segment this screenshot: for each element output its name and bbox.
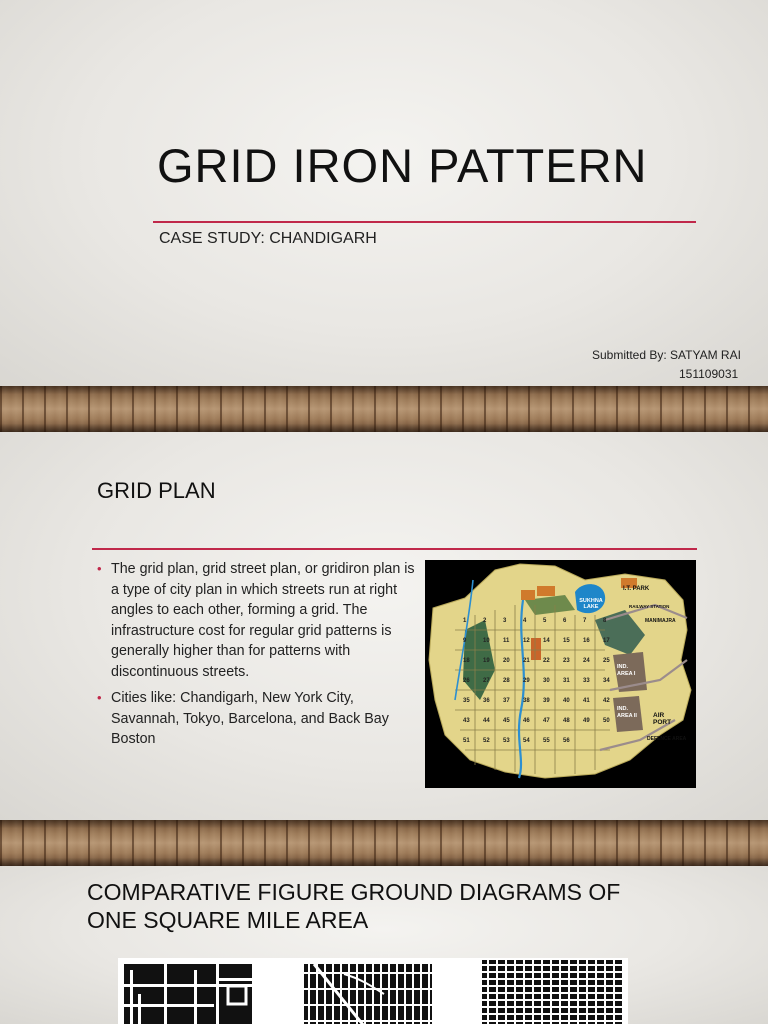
map-label-railway: RAILWAY STATION xyxy=(629,604,670,609)
map-sector-number: 10 xyxy=(483,638,490,644)
roll-number: 151109031 xyxy=(679,367,739,381)
map-sector-number: 37 xyxy=(503,698,510,704)
map-sector-number: 53 xyxy=(503,738,510,744)
map-sector-number: 22 xyxy=(543,658,550,664)
street-line xyxy=(304,988,432,990)
map-label-airport: AIR PORT xyxy=(653,712,672,726)
street-line xyxy=(482,1020,622,1022)
map-sector-labels xyxy=(425,560,696,788)
map-label-defence: DEFENCE AREA xyxy=(647,736,687,742)
map-sector-number: 46 xyxy=(523,718,530,724)
map-sector-number: 39 xyxy=(543,698,550,704)
map-sector-number: 54 xyxy=(523,738,530,744)
map-sector-number: 45 xyxy=(503,718,510,724)
map-sector-number: 35 xyxy=(463,698,470,704)
map-sector-number: 5 xyxy=(543,618,547,624)
map-sector-number: 40 xyxy=(563,698,570,704)
grid-plan-bullets xyxy=(97,559,415,756)
slide-title-text: GRID IRON PATTERN xyxy=(157,139,648,192)
street-line xyxy=(482,964,622,966)
map-sector-number: 4 xyxy=(523,618,527,624)
map-label-lake: SUKHNA LAKE xyxy=(579,598,603,610)
street-line xyxy=(482,978,622,980)
grid-plan-heading: GRID PLAN xyxy=(97,478,216,503)
street-line xyxy=(482,1006,622,1008)
slide-figure-ground xyxy=(0,866,768,1024)
map-sector-number: 11 xyxy=(503,638,510,644)
map-sector-number: 12 xyxy=(523,638,530,644)
submitted-by: Submitted By: SATYAM RAI xyxy=(592,348,741,362)
grid-plan-divider xyxy=(92,548,697,550)
map-sector-number: 3 xyxy=(503,618,507,624)
map-sector-number: 55 xyxy=(543,738,550,744)
wood-separator-2 xyxy=(0,820,768,866)
map-label-manimajra: MANIMAJRA xyxy=(645,618,676,624)
map-sector-number: 52 xyxy=(483,738,490,744)
street-line xyxy=(304,1020,432,1022)
map-sector-number: 7 xyxy=(583,618,587,624)
map-label-ind-area-1: IND. AREA I xyxy=(617,664,636,677)
bullet-definition: • The grid plan, grid street plan, or gridiron plan is a type of city plan in which streets run at right angles to each other, forming a grid. The infrastructure cost for regular grid patterns is generally higher than for patterns with discontinuous streets. xyxy=(97,559,415,682)
figure-ground-drawing xyxy=(118,958,628,1024)
figure-ground-diagrams xyxy=(118,958,628,1024)
slide-title xyxy=(0,0,768,386)
map-sector-number: 34 xyxy=(603,678,610,684)
map-sector-number: 16 xyxy=(583,638,590,644)
map-label-it-park: I.T. PARK xyxy=(623,586,650,592)
street-line xyxy=(482,1013,622,1015)
street-line xyxy=(482,999,622,1001)
map-sector-number: 47 xyxy=(543,718,550,724)
map-label-ind-area-2: IND. AREA II xyxy=(617,706,637,719)
map-sector-number: 29 xyxy=(523,678,530,684)
map-sector-number: 18 xyxy=(463,658,470,664)
map-sector-number: 21 xyxy=(523,658,530,664)
title-divider xyxy=(153,221,696,223)
map-sector-number: 50 xyxy=(603,718,610,724)
figure-ground-heading-line2: ONE SQUARE MILE AREA xyxy=(87,907,369,933)
map-sector-number: 20 xyxy=(503,658,510,664)
map-sector-number: 2 xyxy=(483,618,487,624)
map-sector-number: 33 xyxy=(583,678,590,684)
map-sector-number: 8 xyxy=(603,618,607,624)
map-sector-number: 19 xyxy=(483,658,490,664)
map-sector-number: 56 xyxy=(563,738,570,744)
slide-grid-plan xyxy=(0,432,768,820)
slide-subtitle: CASE STUDY: CHANDIGARH xyxy=(159,230,377,247)
street-line xyxy=(482,971,622,973)
map-sector-number: 36 xyxy=(483,698,490,704)
map-sector-number: 25 xyxy=(603,658,610,664)
map-sector-number: 30 xyxy=(543,678,550,684)
figure-ground-heading xyxy=(87,878,687,934)
map-sector-number: 24 xyxy=(583,658,590,664)
map-sector-number: 42 xyxy=(603,698,610,704)
map-sector-number: 48 xyxy=(563,718,570,724)
street-line xyxy=(482,992,622,994)
map-sector-number: 27 xyxy=(483,678,490,684)
map-sector-number: 43 xyxy=(463,718,470,724)
map-sector-number: 26 xyxy=(463,678,470,684)
chandigarh-map xyxy=(425,560,696,788)
figure-ground-heading-line1: COMPARATIVE FIGURE GROUND DIAGRAMS OF xyxy=(87,879,621,905)
map-sector-number: 49 xyxy=(583,718,590,724)
map-sector-number: 9 xyxy=(463,638,467,644)
map-sector-number: 44 xyxy=(483,718,490,724)
map-sector-number: 23 xyxy=(563,658,570,664)
street-line xyxy=(482,985,622,987)
map-sector-number: 28 xyxy=(503,678,510,684)
map-sector-number: 31 xyxy=(563,678,570,684)
map-sector-number: 51 xyxy=(463,738,470,744)
map-sector-number: 41 xyxy=(583,698,590,704)
map-sector-number: 38 xyxy=(523,698,530,704)
wood-separator xyxy=(0,386,768,432)
map-sector-number: 6 xyxy=(563,618,567,624)
map-sector-number: 14 xyxy=(543,638,550,644)
map-sector-number: 15 xyxy=(563,638,570,644)
street-line xyxy=(304,1004,432,1006)
map-sector-number: 17 xyxy=(603,638,610,644)
map-sector-number: 1 xyxy=(463,618,467,624)
bullet-cities: • Cities like: Chandigarh, New York City, Savannah, Tokyo, Barcelona, and Back Bay Boston xyxy=(97,688,415,750)
